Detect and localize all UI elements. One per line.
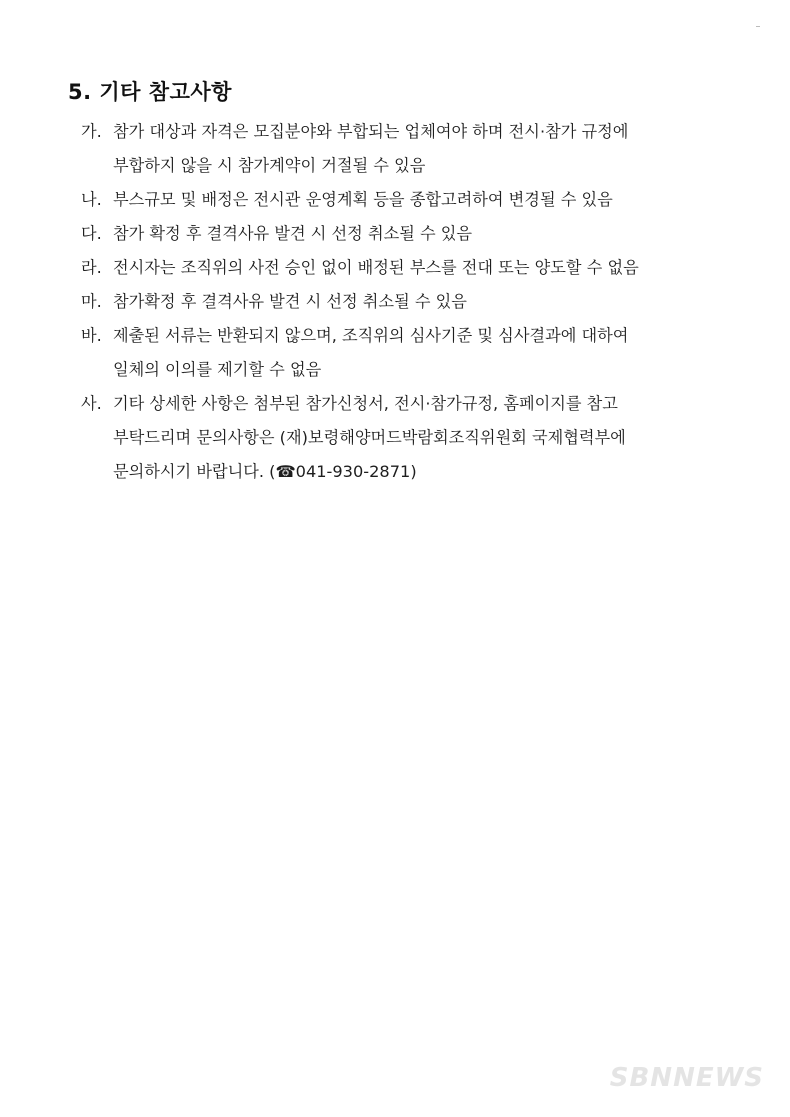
list-item: [81, 115, 731, 183]
item-marker: 바.: [81, 326, 102, 345]
item-text: 부탁드리며 문의사항은 (재)보령해양머드박람회조직위원회 국제협력부에: [113, 428, 626, 447]
item-marker: 라.: [81, 258, 102, 277]
item-marker: 가.: [81, 122, 102, 141]
item-text: 전시자는 조직위의 사전 승인 없이 배정된 부스를 전대 또는 양도할 수 없음: [113, 258, 639, 277]
item-marker: 다.: [81, 224, 102, 243]
item-text: 부스규모 및 배정은 전시관 운영계획 등을 종합고려하여 변경될 수 있음: [113, 190, 613, 209]
corner-mark: [756, 26, 760, 27]
list-item: [81, 319, 731, 387]
notes-list: [81, 115, 731, 489]
item-text: 제출된 서류는 반환되지 않으며, 조직위의 심사기준 및 심사결과에 대하여: [113, 326, 629, 345]
list-item: [81, 217, 731, 251]
section-title: 5. 기타 참고사항: [68, 80, 232, 104]
item-text: 참가확정 후 결격사유 발견 시 선정 취소될 수 있음: [113, 292, 467, 311]
watermark-logo: SBNNEWS: [609, 1063, 764, 1093]
item-marker: 나.: [81, 190, 102, 209]
item-text: 문의하시기 바랍니다. (☎041-930-2871): [113, 462, 417, 481]
item-marker: 마.: [81, 292, 102, 311]
list-item: [81, 285, 731, 319]
list-item: [81, 251, 731, 285]
item-text: 참가 대상과 자격은 모집분야와 부합되는 업체여야 하며 전시·참가 규정에: [113, 122, 629, 141]
list-item: [81, 387, 731, 489]
item-text: 참가 확정 후 결격사유 발견 시 선정 취소될 수 있음: [113, 224, 473, 243]
item-text: 기타 상세한 사항은 첨부된 참가신청서, 전시·참가규정, 홈페이지를 참고: [113, 394, 618, 413]
item-text: 일체의 이의를 제기할 수 없음: [113, 360, 322, 379]
list-item: [81, 183, 731, 217]
item-text: 부합하지 않을 시 참가계약이 거절될 수 있음: [113, 156, 426, 175]
item-marker: 사.: [81, 394, 102, 413]
